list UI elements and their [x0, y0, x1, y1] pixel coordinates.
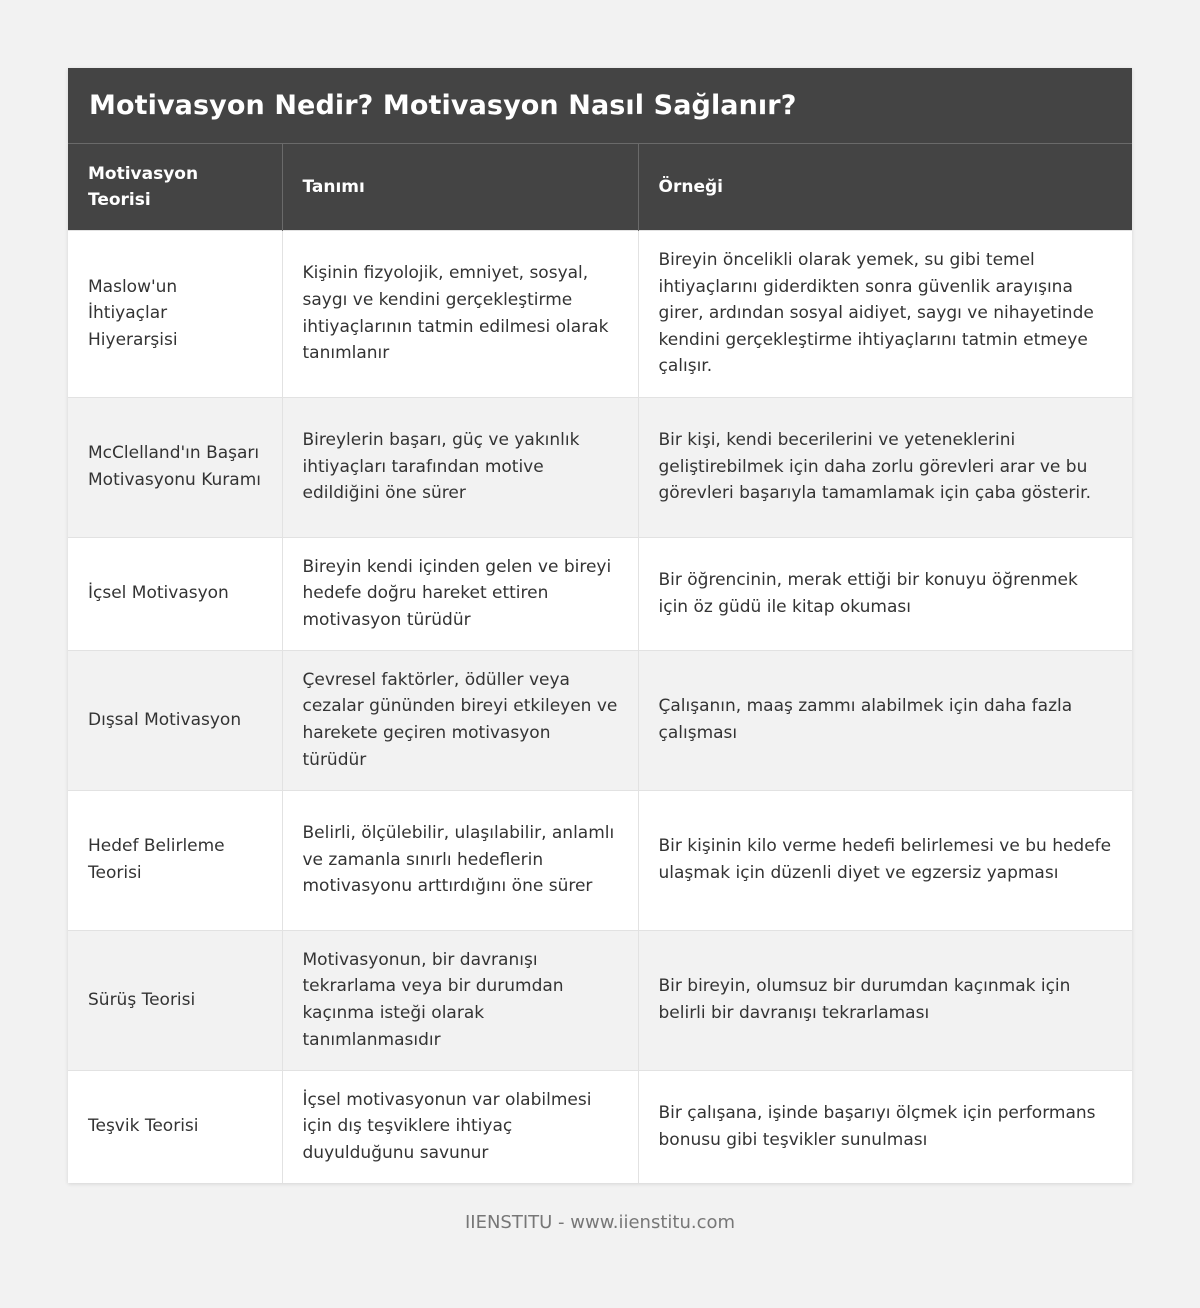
cell-example: Bir kişi, kendi becerilerini ve yeteneklerini geliştirebilmek için daha zorlu görevleri arar ve bu görevleri başarıyla tamamlamak için çaba gösterir. [638, 397, 1132, 537]
cell-definition: Bireylerin başarı, güç ve yakınlık ihtiyaçları tarafından motive edildiğini öne sürer [282, 397, 638, 537]
motivation-table [68, 144, 1132, 1183]
cell-definition: Belirli, ölçülebilir, ulaşılabilir, anlamlı ve zamanla sınırlı hedeflerin motivasyonu arttırdığını öne sürer [282, 790, 638, 930]
table-row [68, 650, 1132, 790]
table-row [68, 1070, 1132, 1183]
column-header-theory: Motivasyon Teorisi [68, 144, 282, 230]
table-row [68, 230, 1132, 397]
cell-theory: İçsel Motivasyon [68, 537, 282, 650]
column-header-definition: Tanımı [282, 144, 638, 230]
cell-theory: Dışsal Motivasyon [68, 650, 282, 790]
cell-theory: McClelland'ın Başarı Motivasyonu Kuramı [68, 397, 282, 537]
cell-definition: Kişinin fizyolojik, emniyet, sosyal, saygı ve kendini gerçekleştirme ihtiyaçlarının tatmin edilmesi olarak tanımlanır [282, 230, 638, 397]
title-bar [68, 68, 1132, 144]
cell-theory: Hedef Belirleme Teorisi [68, 790, 282, 930]
table-row [68, 537, 1132, 650]
page-title: Motivasyon Nedir? Motivasyon Nasıl Sağlanır? [89, 90, 797, 121]
cell-theory: Sürüş Teorisi [68, 930, 282, 1070]
cell-definition: Çevresel faktörler, ödüller veya cezalar gününden bireyi etkileyen ve harekete geçiren motivasyon türüdür [282, 650, 638, 790]
cell-example: Bireyin öncelikli olarak yemek, su gibi temel ihtiyaçlarını giderdikten sonra güvenlik arayışına girer, ardından sosyal aidiyet, saygı ve nihayetinde kendini gerçekleştirme ihtiyaçlarını tatmin etmeye çalışır. [638, 230, 1132, 397]
cell-example: Çalışanın, maaş zammı alabilmek için daha fazla çalışması [638, 650, 1132, 790]
cell-example: Bir bireyin, olumsuz bir durumdan kaçınmak için belirli bir davranışı tekrarlaması [638, 930, 1132, 1070]
footer-credit: IIENSTITU - www.iienstitu.com [464, 1212, 736, 1233]
cell-example: Bir çalışana, işinde başarıyı ölçmek için performans bonusu gibi teşvikler sunulması [638, 1070, 1132, 1183]
table-card [68, 68, 1132, 1183]
table-header-row [68, 144, 1132, 230]
table-row [68, 790, 1132, 930]
cell-definition: İçsel motivasyonun var olabilmesi için dış teşviklere ihtiyaç duyulduğunu savunur [282, 1070, 638, 1183]
cell-theory: Teşvik Teorisi [68, 1070, 282, 1183]
table-row [68, 397, 1132, 537]
cell-definition: Motivasyonun, bir davranışı tekrarlama veya bir durumdan kaçınma isteği olarak tanımlanmasıdır [282, 930, 638, 1070]
column-header-example: Örneği [638, 144, 1132, 230]
cell-definition: Bireyin kendi içinden gelen ve bireyi hedefe doğru hareket ettiren motivasyon türüdür [282, 537, 638, 650]
cell-theory: Maslow'un İhtiyaçlar Hiyerarşisi [68, 230, 282, 397]
table-row [68, 930, 1132, 1070]
cell-example: Bir öğrencinin, merak ettiği bir konuyu öğrenmek için öz güdü ile kitap okuması [638, 537, 1132, 650]
cell-example: Bir kişinin kilo verme hedefi belirlemesi ve bu hedefe ulaşmak için düzenli diyet ve egzersiz yapması [638, 790, 1132, 930]
